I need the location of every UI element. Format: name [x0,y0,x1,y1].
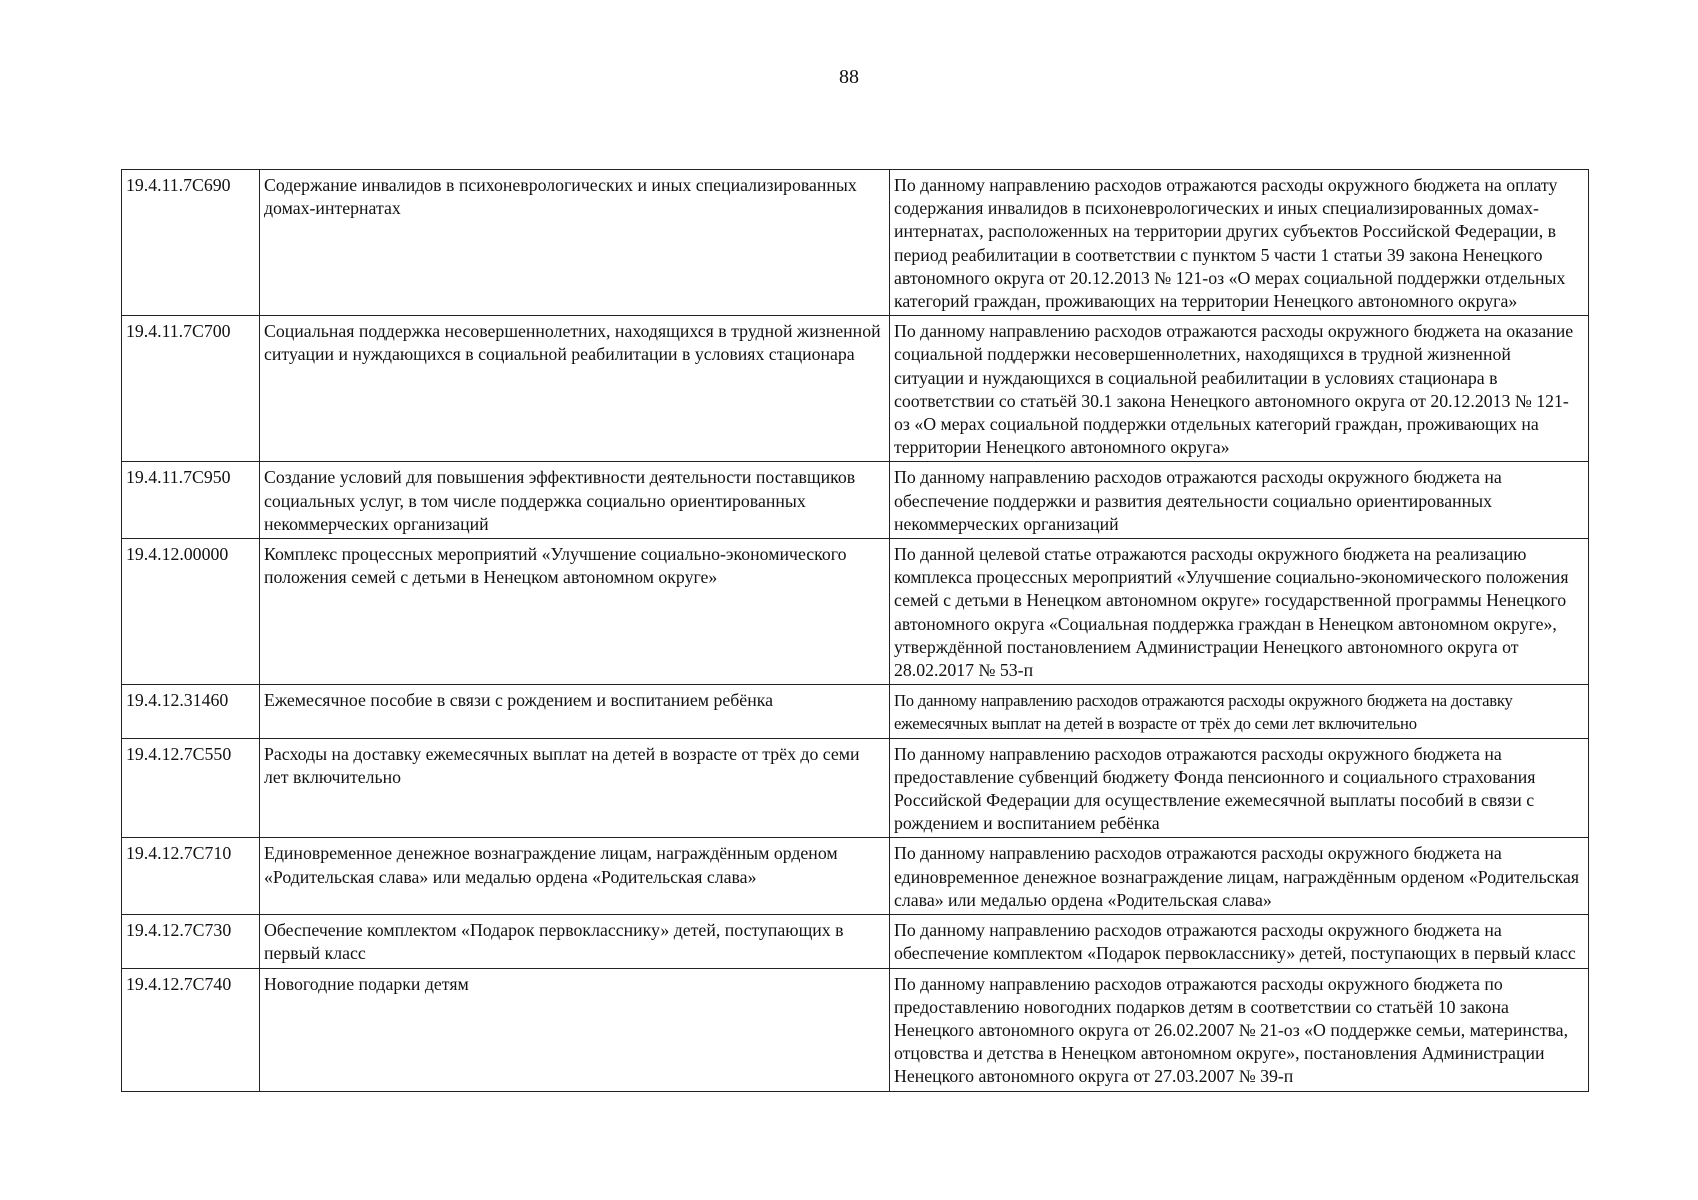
target-article-code: 19.4.11.7С950 [122,462,260,539]
expense-name: Содержание инвалидов в психоневрологических и иных специализированных домах-интернатах [260,170,890,316]
expense-description: По данному направлению расходов отражаются расходы окружного бюджета по предоставлению новогодних подарков детям в соответствии со статьёй 10 закона Ненецкого автономного округа от 26.02.2007 № 21-оз «О поддержке семьи, материнства, отцовства и детства в Ненецком автономном округе», постановления Администрации Ненецкого автономного округа от 27.03.2007 № 39-п [890,968,1589,1091]
expense-name: Создание условий для повышения эффективности деятельности поставщиков социальных услуг, в том числе поддержка социально ориентированных некоммерческих организаций [260,462,890,539]
budget-classification-table [121,169,1589,1092]
target-article-code: 19.4.11.7С690 [122,170,260,316]
target-article-code: 19.4.12.00000 [122,539,260,685]
target-article-code: 19.4.12.31460 [122,685,260,738]
expense-description: По данному направлению расходов отражаются расходы окружного бюджета на доставку ежемесячных выплат на детей в возрасте от трёх до семи лет включительно [890,685,1589,738]
table-row [122,685,1589,738]
expense-description: По данному направлению расходов отражаются расходы окружного бюджета на единовременное денежное вознаграждение лицам, награждённым орденом «Родительская слава» или медалью ордена «Родительская слава» [890,838,1589,915]
table-row [122,915,1589,968]
expense-description: По данной целевой статье отражаются расходы окружного бюджета на реализацию комплекса процессных мероприятий «Улучшение социально-экономического положения семей с детьми в Ненецком автономном округе» государственной программы Ненецкого автономного округа «Социальная поддержка граждан в Ненецком автономном округе», утверждённой постановлением Администрации Ненецкого автономного округа от 28.02.2017 № 53-п [890,539,1589,685]
target-article-code: 19.4.12.7С740 [122,968,260,1091]
expense-description: По данному направлению расходов отражаются расходы окружного бюджета на обеспечение поддержки и развития деятельности социально ориентированных некоммерческих организаций [890,462,1589,539]
target-article-code: 19.4.12.7С710 [122,838,260,915]
expense-description: По данному направлению расходов отражаются расходы окружного бюджета на предоставление субвенций бюджету Фонда пенсионного и социального страхования Российской Федерации для осуществление ежемесячной выплаты пособий в связи с рождением и воспитанием ребёнка [890,738,1589,838]
expense-description: По данному направлению расходов отражаются расходы окружного бюджета на обеспечение комплектом «Подарок первокласснику» детей, поступающих в первый класс [890,915,1589,968]
target-article-code: 19.4.12.7С550 [122,738,260,838]
table-row [122,539,1589,685]
expense-name: Обеспечение комплектом «Подарок первокласснику» детей, поступающих в первый класс [260,915,890,968]
table-row [122,738,1589,838]
page-number: 88 [839,66,859,88]
expense-name: Единовременное денежное вознаграждение лицам, награждённым орденом «Родительская слава» или медалью ордена «Родительская слава» [260,838,890,915]
table-row [122,316,1589,462]
expense-description: По данному направлению расходов отражаются расходы окружного бюджета на оплату содержания инвалидов в психоневрологических и иных специализированных домах-интернатах, расположенных на территории других субъектов Российской Федерации, в период реабилитации в соответствии с пунктом 5 части 1 статьи 39 закона Ненецкого автономного округа от 20.12.2013 № 121-оз «О мерах социальной поддержки отдельных категорий граждан, проживающих на территории Ненецкого автономного округа» [890,170,1589,316]
expense-name: Расходы на доставку ежемесячных выплат на детей в возрасте от трёх до семи лет включительно [260,738,890,838]
expense-description: По данному направлению расходов отражаются расходы окружного бюджета на оказание социальной поддержки несовершеннолетних, находящихся в трудной жизненной ситуации и нуждающихся в социальной реабилитации в условиях стационара в соответствии со статьёй 30.1 закона Ненецкого автономного округа от 20.12.2013 № 121-оз «О мерах социальной поддержки отдельных категорий граждан, проживающих на территории Ненецкого автономного округа» [890,316,1589,462]
expense-name: Комплекс процессных мероприятий «Улучшение социально-экономического положения семей с детьми в Ненецком автономном округе» [260,539,890,685]
target-article-code: 19.4.11.7С700 [122,316,260,462]
expense-name: Ежемесячное пособие в связи с рождением и воспитанием ребёнка [260,685,890,738]
table-row [122,170,1589,316]
expense-name: Новогодние подарки детям [260,968,890,1091]
expense-name: Социальная поддержка несовершеннолетних, находящихся в трудной жизненной ситуации и нуждающихся в социальной реабилитации в условиях стационара [260,316,890,462]
table-row [122,838,1589,915]
table-row [122,462,1589,539]
target-article-code: 19.4.12.7С730 [122,915,260,968]
table-row [122,968,1589,1091]
